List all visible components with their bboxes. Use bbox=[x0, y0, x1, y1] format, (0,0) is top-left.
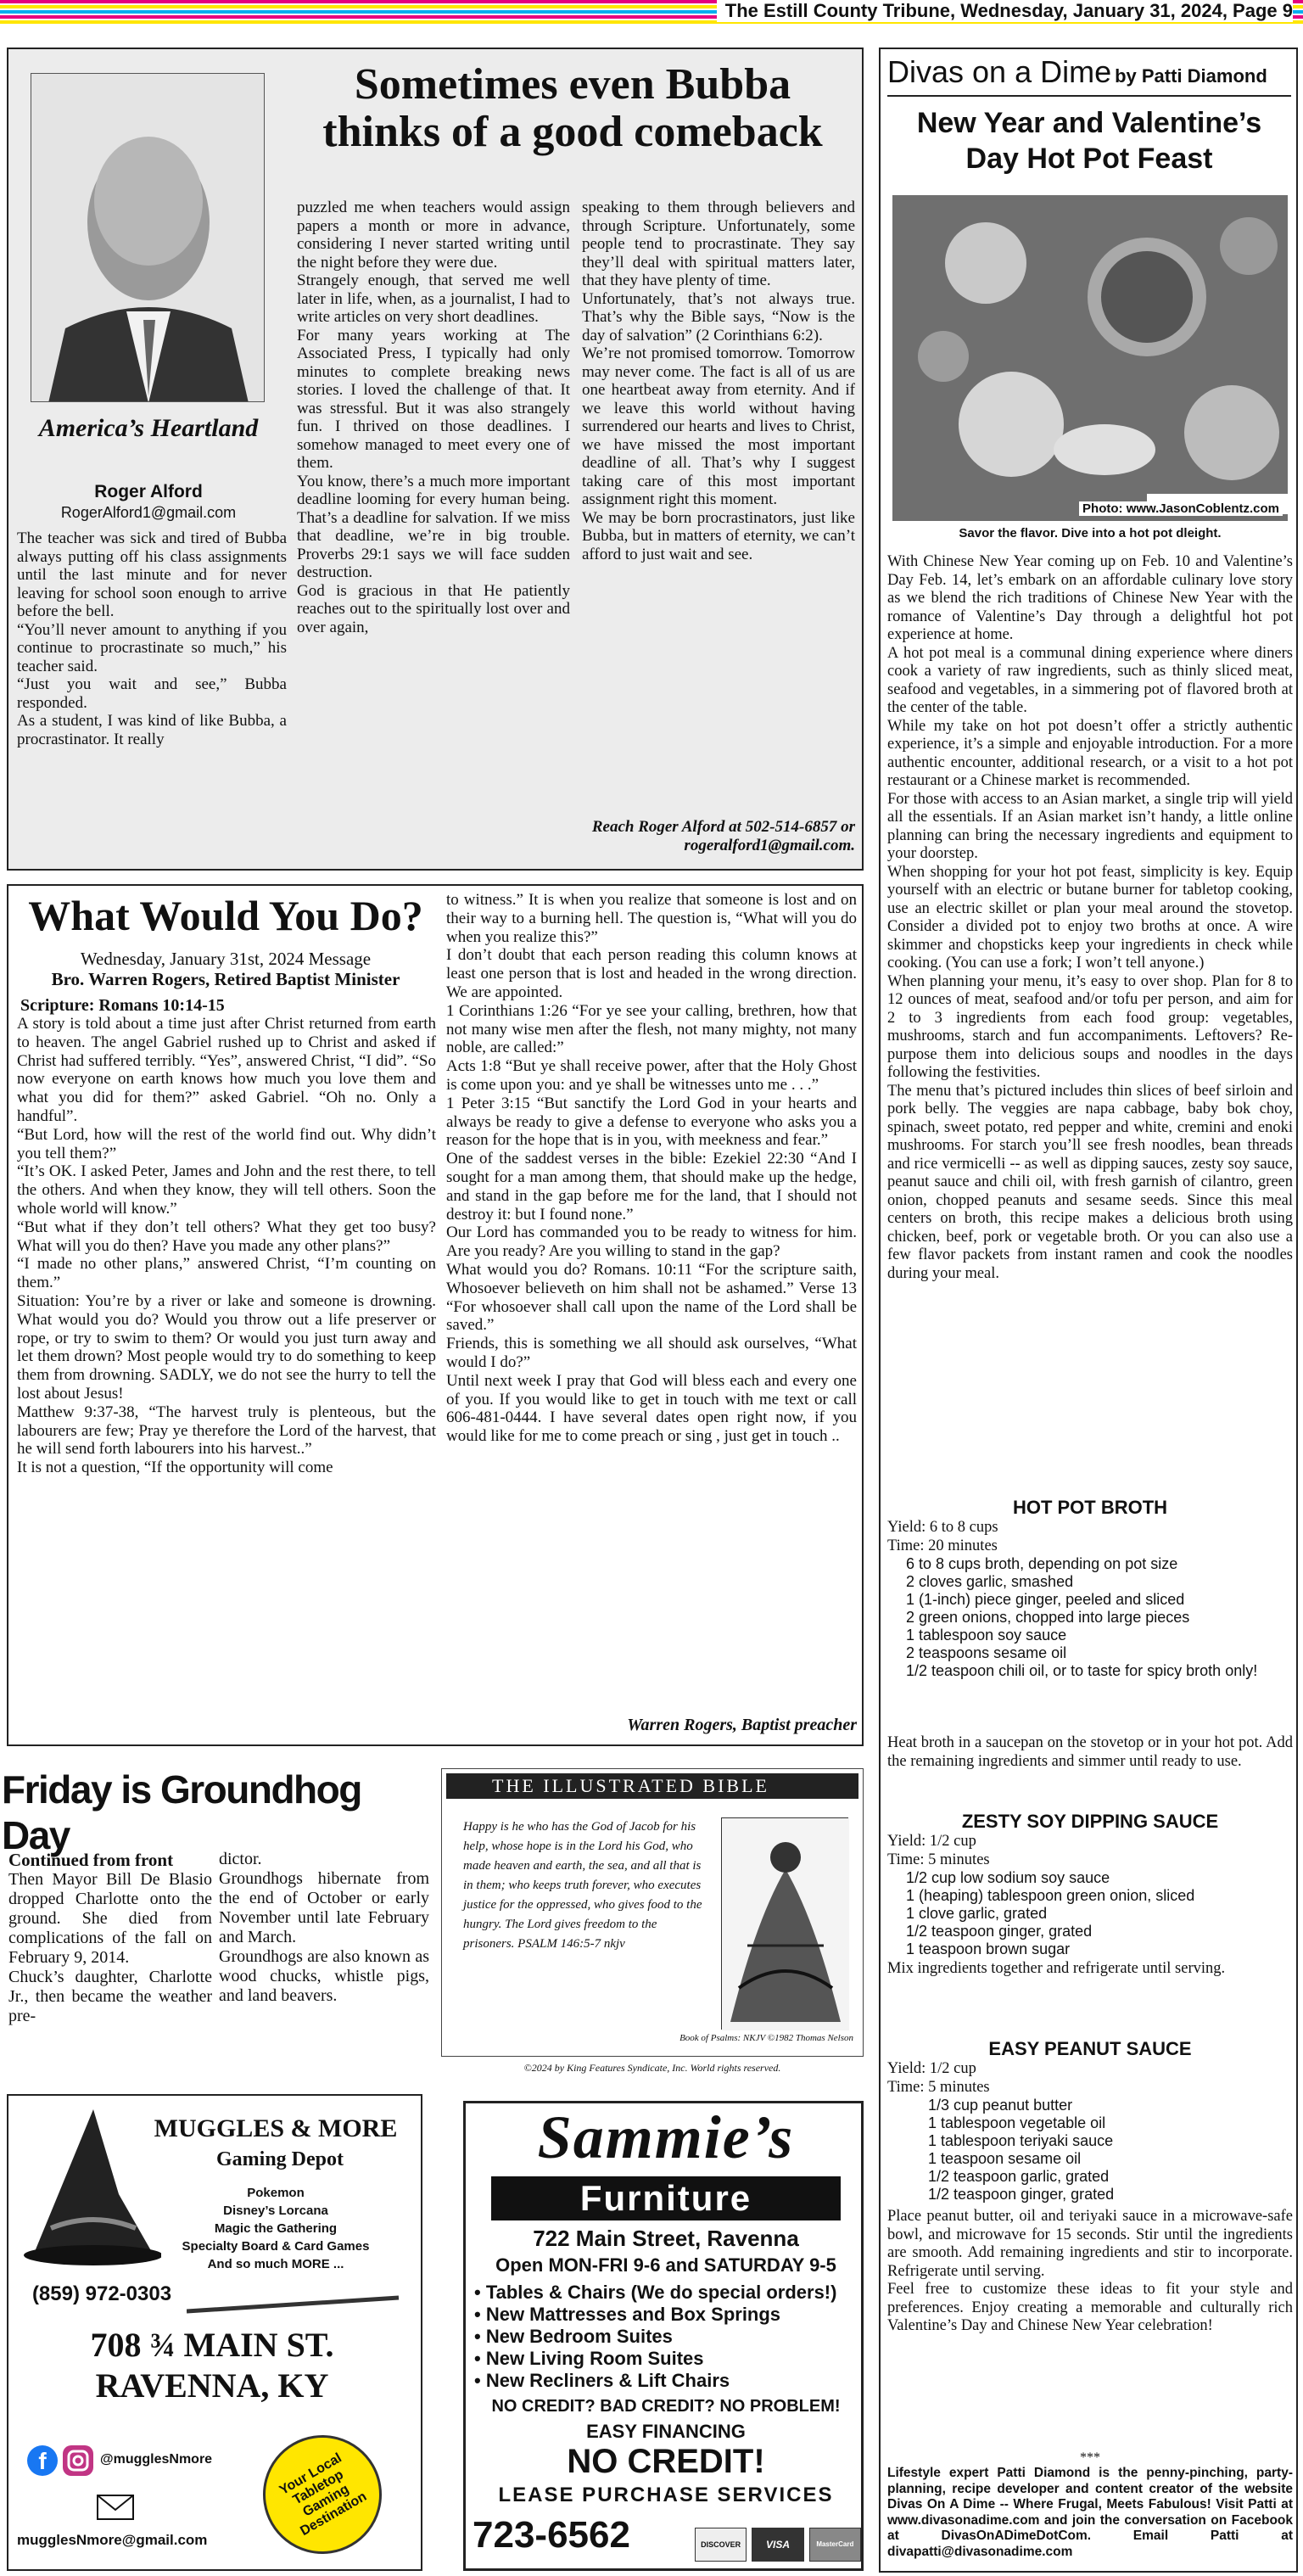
author-email[interactable]: RogerAlford1@gmail.com bbox=[60, 504, 237, 521]
sammies-phone[interactable]: 723-6562 bbox=[473, 2514, 630, 2556]
groundhog-col1: Then Mayor Bill De Blasio dropped Charlotte onto the ground. She died from complications of the fall on February 9, 2014. Chuck’s daughter, Charlotte Jr., then became the weather pre- bbox=[8, 1870, 212, 2025]
wwyd-article bbox=[7, 884, 864, 1746]
divas-article bbox=[879, 48, 1298, 2573]
furniture-banner: Furniture bbox=[491, 2176, 841, 2220]
sammies-address: 722 Main Street, Ravenna bbox=[533, 2226, 799, 2251]
stars-divider: *** bbox=[1080, 2450, 1100, 2465]
discover-card-icon: DISCOVER bbox=[695, 2528, 747, 2562]
tabletop-badge: Your Local Tabletop Gaming Destination bbox=[241, 2413, 403, 2575]
wand-icon bbox=[187, 2293, 407, 2318]
list-item: • New Recliners & Lift Chairs bbox=[474, 2370, 730, 2391]
sammies-credit-line: NO CREDIT? BAD CREDIT? NO PROBLEM! bbox=[491, 2397, 841, 2416]
muggles-subtitle: Gaming Depot bbox=[216, 2148, 344, 2170]
instagram-icon[interactable] bbox=[63, 2445, 93, 2476]
author-bio: Lifestyle expert Patti Diamond is the penny-pinching, party-planning, recipe developer and content creator of the website Divas On A Dime -- Where Frugal, Meets Fabulous! Visit Patti at www.divasonadime.com and join the conversation on Facebook at DivasOnADimeDotCom. Email Patti at divapatti@divasonadime.com bbox=[887, 2466, 1293, 2559]
recipe3-steps: Place peanut butter, oil and teriyaki sauce in a microwave-safe bowl, and microwave for 15 seconds. Stir until the ingredients are smooth. Add remaining ingredients and stir to incorporate. Refrigerate until serving. Feel free to customize these ideas to fit your style and preferences. Enjoy creating a memorable and culturally rich Valentine’s Day and Chinese New Year celebration! bbox=[887, 2208, 1293, 2334]
divas-byline: by Patti Diamond bbox=[1115, 65, 1267, 87]
column-name: America’s Heartland bbox=[38, 414, 259, 442]
list-item: Pokemon bbox=[247, 2186, 305, 2200]
list-item: And so much MORE ... bbox=[207, 2257, 344, 2271]
groundhog-article bbox=[0, 1760, 433, 2082]
muggles-items bbox=[161, 2184, 390, 2273]
recipe2-meta: Yield: 1/2 cup Time: 5 minutes bbox=[887, 1833, 990, 1868]
muggles-social[interactable]: @mugglesNmore bbox=[100, 2452, 213, 2467]
sammies-ad bbox=[463, 2101, 864, 2571]
divas-banner-title: Divas on a Dime bbox=[887, 54, 1112, 89]
wwyd-title: What Would You Do? bbox=[28, 892, 423, 939]
wwyd-col2: to witness.” It is when you realize that someone is lost and on their way to a burning hell. The question is, “What will you do when you realize this?” I don’t doubt that each person reading this column knows at least one person that is lost and headed in the wrong direction. We are appointed. 1 Corinthians 1:26 “For ye see your calling, brethren, how that not many wise men after the flesh, not many mighty, not many noble, are called:” Acts 1:8 “But ye shall receive power, after that the Holy Ghost is come upon you: and ye shall be witnesses unto me . . .” 1 Peter 3:15 “But sanctify the Lord God in your hearts and always be ready to give a defense to everyone who asks you a reason for the hope that is in you, with meekness and fear.” One of the saddest verses in the bible: Ezekiel 22:30 “And I sought for a man among them, that should make up the hedge, and stand in the gap before me for the land, that I should not destroy it: but I found none.” Our Lord has commanded you to be ready to witness for him. Are you ready? Are you willing to stand in the gap? What would you do? Romans. 10:11 “For the scripture saith, Whosoever believeth on him shall not be ashamed.” Verse 13 “For whosoever shall call upon the name of the Lord shall be saved.” Friends, this is something we all should ask ourselves, “What would I do?” Until next week I pray that God will bless each and every one of you. If you would like to get in touch with me text or call 606-481-0444. I have several dates open right now, if you would like for me to come preach or sing , just get in touch .. bbox=[446, 891, 857, 1446]
muggles-title: MUGGLES & MORE bbox=[154, 2114, 398, 2142]
list-item: • New Living Room Suites bbox=[474, 2348, 704, 2369]
bible-credit: Book of Psalms: NKJV ©1982 Thomas Nelson bbox=[679, 2033, 853, 2043]
muggles-address1: 708 ¾ MAIN ST. bbox=[90, 2326, 334, 2364]
photo-credit: Photo: www.JasonCoblentz.com bbox=[1079, 501, 1283, 516]
sammies-hours: Open MON-FRI 9-6 and SATURDAY 9-5 bbox=[495, 2254, 836, 2276]
author-name: Roger Alford bbox=[94, 482, 203, 501]
muggles-email[interactable]: mugglesNmore@gmail.com bbox=[17, 2532, 208, 2548]
article-col2: puzzled me when teachers would assign papers a month or more in advance, considering I never started writing until the night before they were due. Strangely enough, that served me well later in life, when, as a journalist, I had to write articles on very short deadlines. For many years working at The Associated Press, I typically had only minutes to complete breaking news stories. I loved the challenge of that. It was stressful. But it was also strangely fun. I thrived on those deadlines. I somehow managed to meet every one of them. You know, there’s a much more important deadline looming for every human being. That’s a deadline for salvation. If we miss that deadline, we’re in big trouble. Proverbs 29:1 says we will face sudden destruction. God is gracious in that He patiently reaches out to the spiritually lost over and over again, bbox=[297, 199, 570, 636]
photo-caption: Savor the flavor. Dive into a hot pot dleight. bbox=[959, 526, 1222, 540]
heartland-article bbox=[7, 48, 864, 871]
recipe3-ingredients: 1/3 cup peanut butter 1 tablespoon vegetable oil 1 tablespoon teriyaki sauce 1 teaspoon sesame oil 1/2 teaspoon garlic, grated 1/2 teaspoon ginger, grated bbox=[928, 2097, 1115, 2203]
groundhog-title: Friday is Groundhog Day bbox=[2, 1767, 361, 1857]
page-header: The Estill County Tribune, Wednesday, January 31, 2024, Page 9 bbox=[717, 0, 1293, 22]
mastercard-icon: MasterCard bbox=[809, 2528, 861, 2562]
sammies-bullets bbox=[474, 2282, 861, 2392]
wwyd-scripture: Scripture: Romans 10:14-15 bbox=[20, 996, 225, 1015]
sammies-financing: EASY FINANCING bbox=[586, 2421, 746, 2442]
divas-title: New Year and Valentine’s Day Hot Pot Feast bbox=[916, 107, 1262, 175]
visa-card-icon: VISA bbox=[752, 2528, 803, 2562]
bible-illustration bbox=[721, 1817, 848, 2030]
list-item: Specialty Board & Card Games bbox=[182, 2239, 370, 2254]
bible-syndicate: ©2024 by King Features Syndicate, Inc. World rights reserved. bbox=[523, 2062, 781, 2074]
recipe1-meta: Yield: 6 to 8 cups Time: 20 minutes bbox=[887, 1519, 998, 1554]
sammies-no-credit: NO CREDIT! bbox=[567, 2443, 765, 2480]
groundhog-col2: dictor. Groundhogs hibernate from the end of October or early November until late February and March. Groundhogs are also known as wood chucks, whistle pigs, and land beavers. bbox=[219, 1850, 429, 2005]
sammies-logo: Sammie’s bbox=[537, 2103, 795, 2171]
mail-icon bbox=[97, 2495, 134, 2520]
recipe1-title: HOT POT BROTH bbox=[1012, 1497, 1168, 1518]
list-item: • New Bedroom Suites bbox=[474, 2326, 673, 2347]
article-col1: The teacher was sick and tired of Bubba always putting off his class assignments until the last minute and for never leaving for school soon enough to arrive before the bell. “You’ll never amount to anything if you continue to procrastinate so much,” his teacher said. “Just you wait and see,” Bubba responded. As a student, I was kind of like Bubba, a procrastinator. It really bbox=[17, 529, 287, 748]
list-item: • New Mattresses and Box Springs bbox=[474, 2304, 781, 2325]
list-item: • Tables & Chairs (We do special orders!) bbox=[474, 2282, 837, 2303]
muggles-address2: RAVENNA, KY bbox=[95, 2366, 329, 2405]
recipe2-title: ZESTY SOY DIPPING SAUCE bbox=[961, 1811, 1219, 1832]
wwyd-signature: Warren Rogers, Baptist preacher bbox=[627, 1716, 857, 1734]
muggles-phone[interactable]: (859) 972-0303 bbox=[31, 2282, 172, 2305]
recipe3-meta: Yield: 1/2 cup Time: 5 minutes bbox=[887, 2060, 990, 2096]
illustrated-bible bbox=[441, 1768, 864, 2079]
recipe1-steps: Heat broth in a saucepan on the stovetop or in your hot pot. Add the remaining ingredients and simmer until ready to use. bbox=[887, 1734, 1293, 1770]
wwyd-date: Wednesday, January 31st, 2024 Message bbox=[80, 949, 372, 969]
article-title: Sometimes even Bubba thinks of a good comeback bbox=[322, 60, 823, 156]
wwyd-minister: Bro. Warren Rogers, Retired Baptist Minister bbox=[51, 969, 400, 989]
hotpot-photo bbox=[892, 195, 1288, 521]
recipe3-title: EASY PEANUT SAUCE bbox=[988, 2038, 1192, 2059]
article-col3: speaking to them through believers and through Scripture. Unfortunately, some people tend to procrastinate. They say they’ll deal with spiritual matters later, that they have plenty of time. Unfortunately, that’s not always true. That’s why the Bible says, “Now is the day of salvation” (2 Corinthians 6:2). We’re not promised tomorrow. Tomorrow may never come. The fact is all of us are one heartbeat away from eternity. And if we leave this world without having surrendered our hearts and lives to Christ, we have missed the most important deadline of all. That’s why I suggest taking care of this most important assignment right this moment. We may be born procrastinators, just like Bubba, but in matters of eternity, we can’t afford to just wait and see. bbox=[582, 199, 855, 563]
divas-banner bbox=[887, 54, 1291, 92]
groundhog-continued: Continued from front bbox=[8, 1850, 174, 1870]
bible-banner: THE ILLUSTRATED BIBLE bbox=[446, 1773, 858, 1799]
author-photo bbox=[31, 73, 265, 402]
divas-body: With Chinese New Year coming up on Feb. 10 and Valentine’s Day Feb. 14, let’s embark on an affordable culinary love story as we blend the rich traditions of Chinese New Year with the romance of Valentine’s Day through a delightful hot pot experience at home. A hot pot meal is a communal dining experience where diners cook a variety of raw ingredients, such as thinly sliced meat, seafood and vegetables, in a simmering pot of flavored broth at the center of the table. While my take on hot pot doesn’t offer a strictly authentic experience, it’s a simple and enjoyable introduction. For a more authentic encounter, additional research, or a visit to a hot pot restaurant or a Chinese market is recommended. For those with access to an Asian market, a single trip will yield all the essentials. If an Asian market isn’t handy, a little online planning can bring the necessary ingredients and equipment to your doorstep. When shopping for your hot pot feast, simplicity is key. Equip yourself with an electric or butane burner for tabletop cooking, use an electric skillet or plan your meal around the stovetop. Consider a divided pot to enjoy two broths at once. A wire skimmer and chopsticks keep your ingredients in check while cooking. (You can use a fork; I won’t tell anyone.) When planning your menu, it’s easy to over shop. Plan for 8 to 12 ounces of meat, seafood and/or tofu per person, and aim for 2 to 3 ingredients from each food group: vegetables, mushrooms, starch and fun accompaniments. Leftovers? Re-purpose them into delicious soups and noodles in the days following the festivities. The menu that’s pictured includes thin slices of beef sirloin and pork belly. The veggies are napa cabbage, baby bok choy, spinach, sweet potato, red pepper and white, cremini and enoki mushrooms. For starch you’ll see fresh noodles, bean threads and rice vermicelli -- as well as dipping sauces, zesty soy sauce, peanut sauce and chili oil, with fresh garnish of cilantro, green onion, chopped peanuts and sesame seeds. Since this meal centers on broth, this recipe makes a delicious broth using chicken, beef, pork or vegetable broth. Or you can also use a few flavor packets from instant ramen and cook the noodles during your meal. bbox=[887, 553, 1293, 1282]
muggles-ad bbox=[7, 2094, 422, 2571]
recipe1-ingredients: 6 to 8 cups broth, depending on pot size 2 cloves garlic, smashed 1 (1-inch) piece ginger, peeled and sliced 2 green onions, chopped into large pieces 1 tablespoon soy sauce 2 teaspoons sesame oil 1/2 teaspoon chili oil, or to taste for spicy broth only! bbox=[906, 1555, 1258, 1679]
list-item: Magic the Gathering bbox=[214, 2221, 338, 2236]
bible-verse: Happy is he who has the God of Jacob for his help, whose hope is in the Lord his God, who made heaven and earth, the sea, and all that is in them; who keeps truth forever, who executes justice for the oppressed, who gives food to the hungry. The Lord gives freedom to the prisoners. PSALM 146:5-7 nkjv bbox=[463, 1820, 702, 1951]
sammies-lease: LEASE PURCHASE SERVICES bbox=[498, 2484, 834, 2506]
facebook-icon[interactable]: f bbox=[27, 2445, 58, 2476]
wwyd-col1: A story is told about a time just after Christ returned from earth to heaven. The angel Gabriel rushed up to Christ and asked if Christ had suffered terribly. “Yes”, answered Christ, “I did”. “So now everyone on earth knows how much you love them and what you did for them?” asked Gabriel. “Oh no. Only a handful”. “But Lord, how will the rest of the world find out. Why didn’t you tell them?” “It’s OK. I asked Peter, James and John and the rest there, to tell the others. And when they know, they will tell others. Soon the whole world will know.” “But what if they don’t tell others? What they get too busy? What will you do then? Have you made any other plans?” “I made no other plans,” answered Christ, “I’m counting on them.” Situation: You’re by a river or lake and someone is drowning. What would you do? Would you throw out a life preserver or rope, or try to swim to them? Or would you just turn away and let them drown? Most people would try to do something to keep them from drowning. SADLY, we do not see the hurry to tell the lost about Jesus! Matthew 9:37-38, “The harvest truly is plenteous, but the labourers are few; Pray ye therefore the Lord of the harvest, that he will send forth labourers into his harvest..” It is not a question, “If the opportunity will come bbox=[17, 1015, 436, 1477]
recipe2-steps: Mix ingredients together and refrigerate until serving. bbox=[887, 1960, 1226, 1977]
payment-cards bbox=[695, 2528, 861, 2562]
recipe2-ingredients: 1/2 cup low sodium soy sauce 1 (heaping) tablespoon green onion, sliced 1 clove garlic, grated 1/2 teaspoon ginger, grated 1 teaspoon brown sugar bbox=[906, 1869, 1195, 1957]
reach-author[interactable]: Reach Roger Alford at 502-514-6857 or rogeralford1@gmail.com. bbox=[591, 818, 855, 854]
list-item: Disney’s Lorcana bbox=[223, 2204, 328, 2218]
